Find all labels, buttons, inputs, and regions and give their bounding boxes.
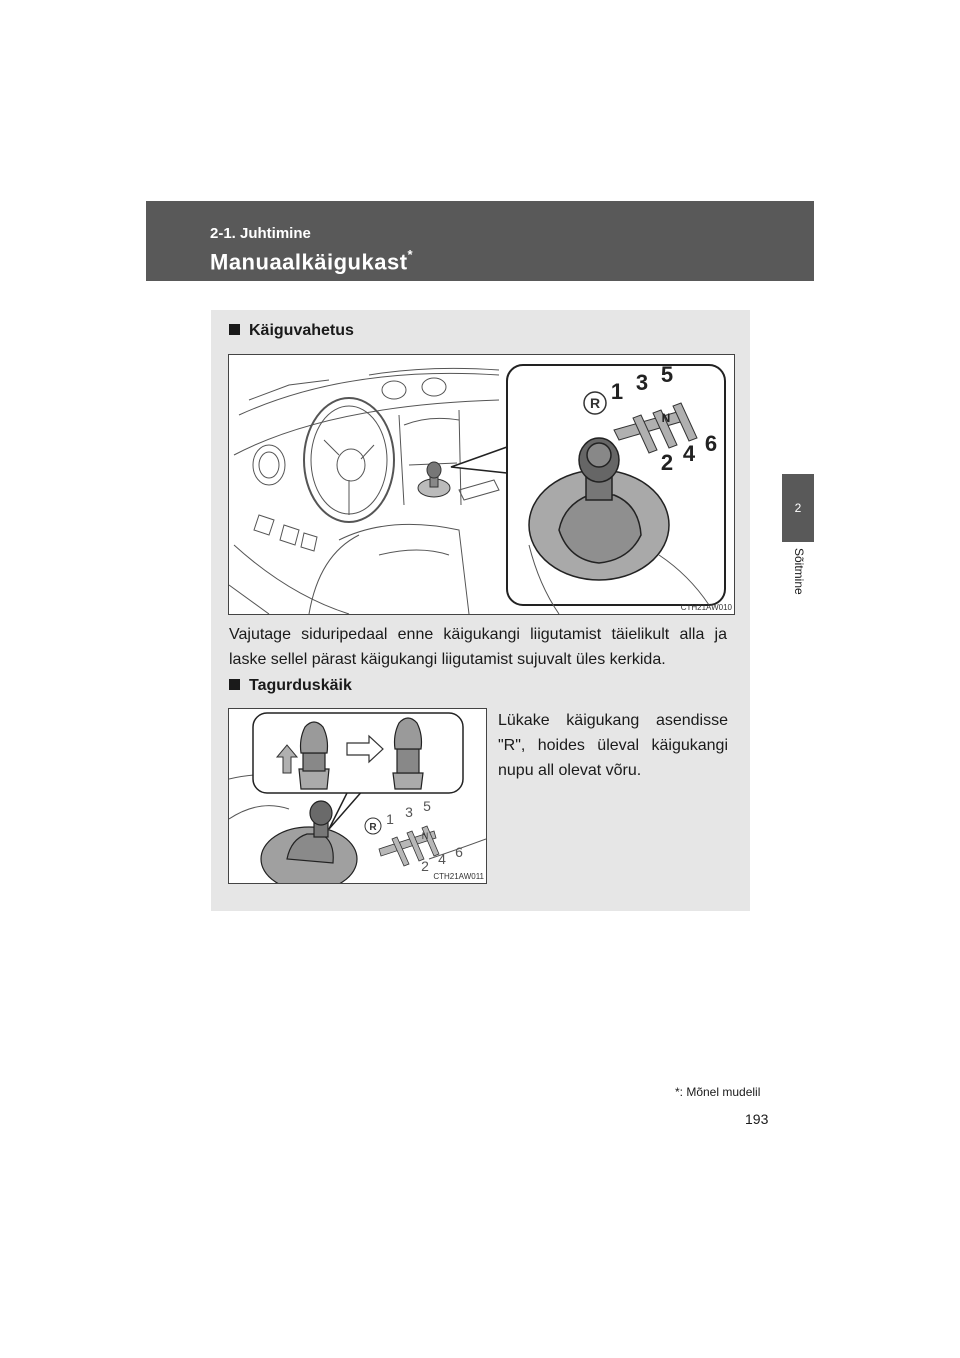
figure-code: CTH21AW010 — [680, 603, 732, 612]
section-heading-text: Tagurduskäik — [249, 677, 352, 694]
gear-label-5: 5 — [660, 362, 674, 387]
footnote-text: : Mõnel mudelil — [679, 1085, 761, 1099]
gear-label-n: N — [661, 411, 671, 425]
page-title-text: Manuaalkäigukast — [210, 249, 408, 275]
gear-label-r: R — [589, 395, 601, 411]
reverse-gear-illustration — [228, 708, 487, 884]
chapter-tab-label: Sõitmine — [792, 548, 806, 595]
title-footnote-mark: * — [407, 247, 414, 262]
figure-code: CTH21AW011 — [433, 872, 484, 881]
reverse-gear-paragraph: Lükake käigukang asendisse "R", hoides üleval käigukangi nupu all olevat võru. — [498, 712, 728, 779]
page-title — [210, 249, 413, 275]
section-heading-reverse-gear — [229, 677, 352, 695]
gear-label-1: 1 — [386, 811, 394, 827]
gear-label-r: R — [369, 822, 377, 833]
gear-label-6: 6 — [704, 431, 718, 456]
chapter-header — [146, 201, 814, 281]
page-number: 193 — [745, 1111, 769, 1127]
square-bullet-icon — [229, 679, 240, 690]
footnote-mark: * — [675, 1085, 680, 1099]
square-bullet-icon — [229, 324, 240, 335]
gear-label-n: N — [421, 831, 429, 841]
reverse-gear-drawing — [229, 709, 486, 883]
gear-label-1: 1 — [610, 379, 624, 404]
gear-label-2: 2 — [660, 450, 674, 475]
gear-label-3: 3 — [405, 804, 413, 820]
gear-shift-illustration — [228, 354, 735, 615]
footnote — [675, 1085, 760, 1099]
gear-label-2: 2 — [421, 858, 429, 874]
section-heading-gear-shift — [229, 322, 354, 340]
gear-label-3: 3 — [635, 370, 649, 395]
gear-label-5: 5 — [423, 798, 431, 814]
gear-label-6: 6 — [455, 844, 463, 860]
section-heading-text: Käiguvahetus — [249, 322, 354, 339]
chapter-tab: 2 — [782, 474, 814, 542]
car-interior-drawing — [229, 355, 734, 614]
gear-label-4: 4 — [682, 441, 696, 466]
section-label: 2-1. Juhtimine — [210, 225, 311, 242]
gear-label-4: 4 — [438, 851, 446, 867]
gear-shift-paragraph: Vajutage siduripedaal enne käigukangi liigutamist täielikult alla ja laske sellel pärast käigukangi liigutamist sujuvalt üles kerkida. — [229, 626, 727, 668]
